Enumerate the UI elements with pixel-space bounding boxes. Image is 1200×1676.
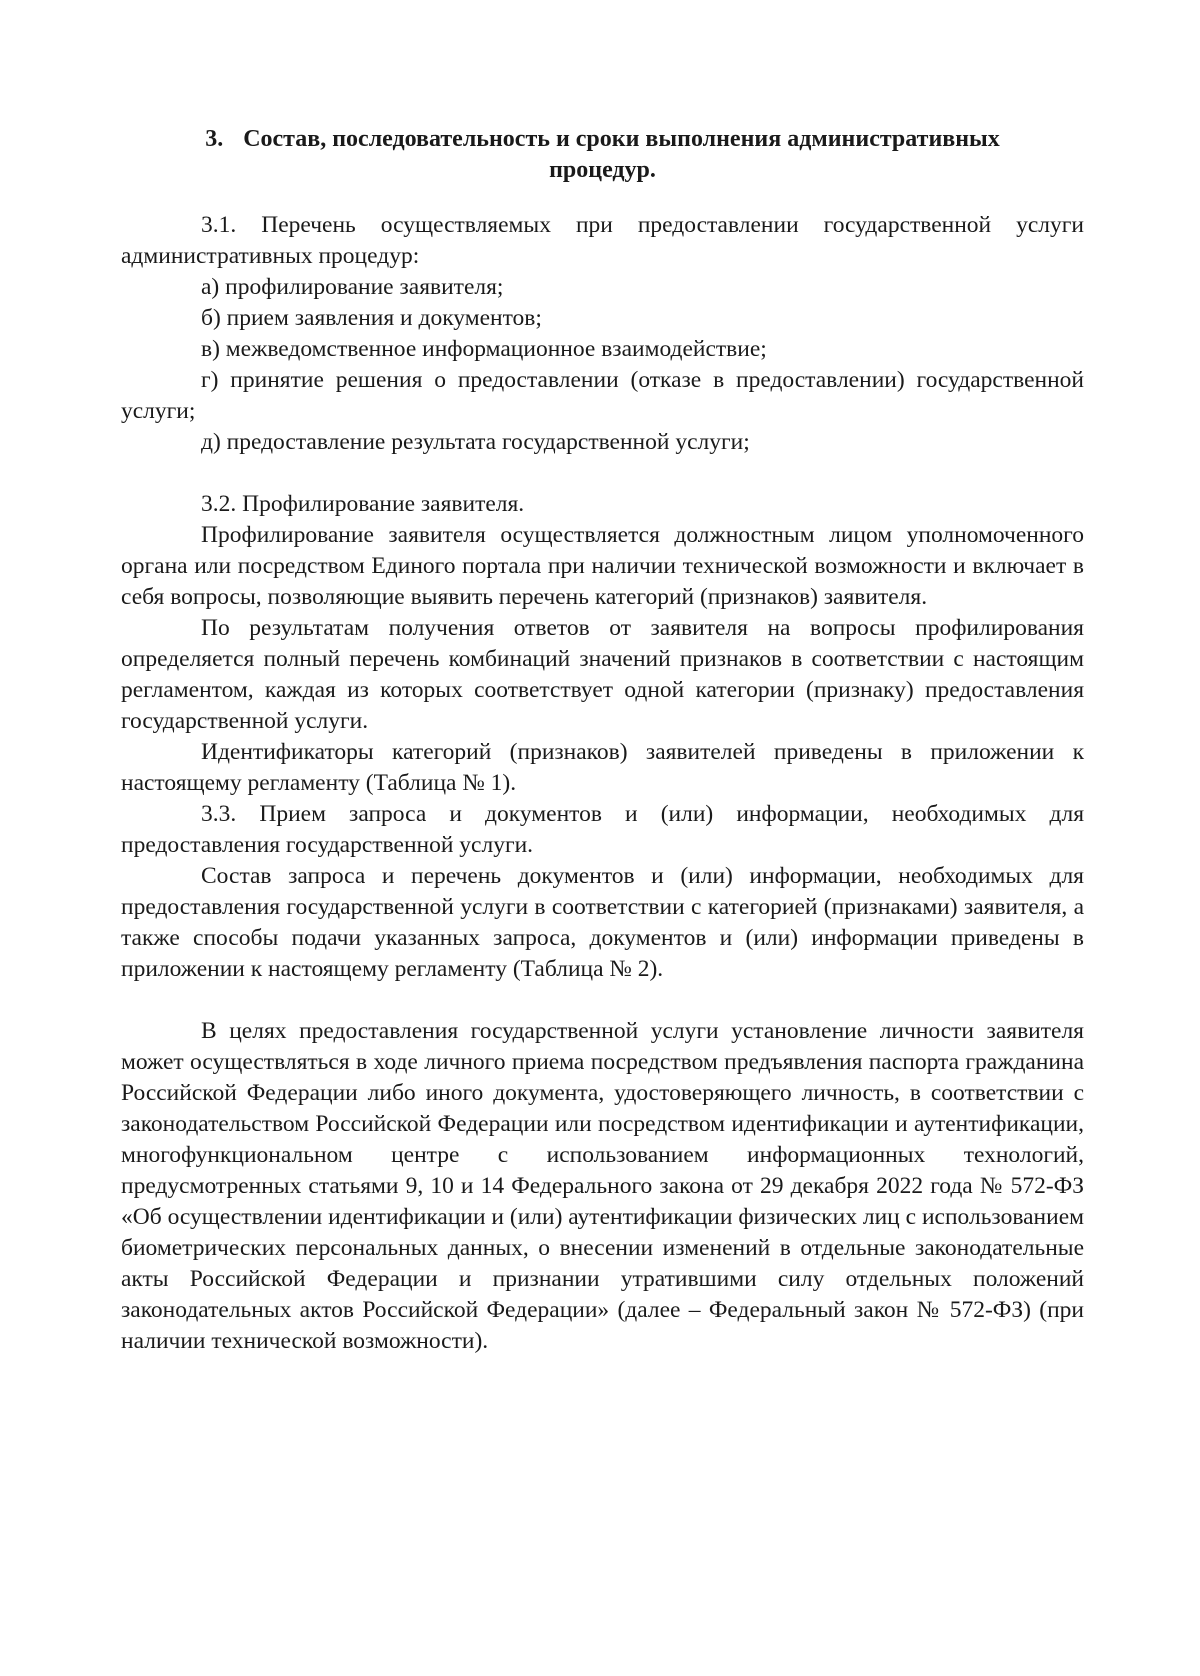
paragraph-gap <box>121 985 1084 1016</box>
profiling-paragraph-2: По результатам получения ответов от заявителя на вопросы профилирования определяется полный перечень комбинаций значений признаков в соответствии с настоящим регламентом, каждая из которых соответствует одной категории (признаку) предоставления государственной услуги. <box>121 615 1084 734</box>
document-body <box>121 124 1084 1357</box>
procedure-item-d: д) предоставление результата государственной услуги; <box>201 429 750 455</box>
profiling-paragraph-1: Профилирование заявителя осуществляется должностным лицом уполномоченного органа или посредством Единого портала при наличии технической возможности и включает в себя вопросы, позволяющие выявить перечень категорий (признаков) заявителя. <box>121 522 1084 610</box>
procedures-intro: 3.1. Перечень осуществляемых при предоставлении государственной услуги административных процедур: <box>121 212 1084 269</box>
identity-paragraph: В целях предоставления государственной услуги установление личности заявителя может осуществляться в ходе личного приема посредством предъявления паспорта гражданина Российской Федерации либо иного документа, удостоверяющего личность, в соответствии с законодательством Российской Федерации или посредством идентификации и аутентификации, многофункциональном центре с использованием информационных технологий, предусмотренных статьями 9, 10 и 14 Федерального закона от 29 декабря 2022 года № 572-ФЗ «Об осуществлении идентификации и (или) аутентификации физических лиц с использованием биометрических персональных данных, о внесении изменений в отдельные законодательные акты Российской Федерации и признании утратившими силу отдельных положений законодательных актов Российской Федерации» (далее – Федеральный закон № 572-ФЗ) (при наличии технической возможности). <box>121 1018 1084 1354</box>
procedure-item-b: б) прием заявления и документов; <box>201 305 542 331</box>
procedure-item-a: а) профилирование заявителя; <box>201 274 504 300</box>
intake-title: 3.3. Прием запроса и документов и (или) информации, необходимых для предоставления государственной услуги. <box>121 801 1084 858</box>
section-title: Состав, последовательность и сроки выполнения административных процедур. <box>243 126 1000 183</box>
intake-paragraph-1: Состав запроса и перечень документов и (или) информации, необходимых для предоставления государственной услуги в соответствии с категорией (признаками) заявителя, а также способы подачи указанных запроса, документов и (или) информации приведены в приложении к настоящему регламенту (Таблица № 2). <box>121 863 1084 982</box>
paragraph-gap <box>121 458 1084 489</box>
section-number: 3. <box>205 126 224 152</box>
profiling-title: 3.2. Профилирование заявителя. <box>201 491 525 517</box>
section-heading <box>121 124 1084 186</box>
procedure-item-v: в) межведомственное информационное взаимодействие; <box>201 336 767 362</box>
profiling-paragraph-3: Идентификаторы категорий (признаков) заявителей приведены в приложении к настоящему регламенту (Таблица № 1). <box>121 739 1084 796</box>
procedure-item-g: г) принятие решения о предоставлении (отказе в предоставлении) государственной услуги; <box>121 367 1084 424</box>
